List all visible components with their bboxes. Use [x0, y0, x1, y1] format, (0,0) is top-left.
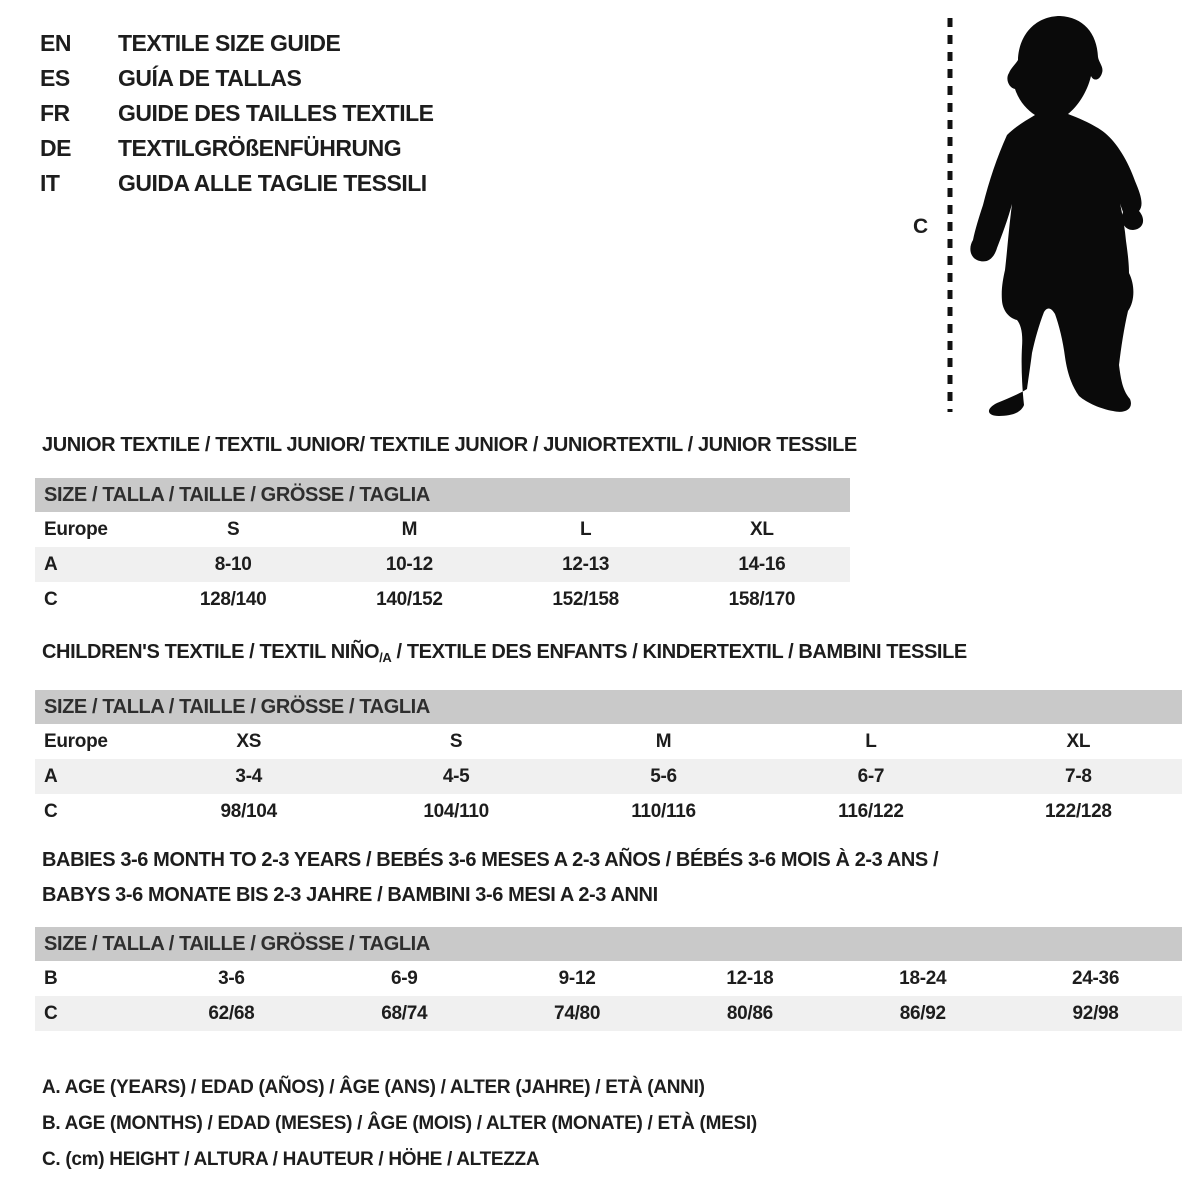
language-code: EN [40, 30, 71, 56]
language-code: DE [40, 135, 71, 161]
table-cell: S [449, 730, 463, 752]
children-title-subscript: /A [379, 650, 392, 665]
row-label: A [44, 765, 58, 787]
babies-size-table [35, 927, 1182, 1031]
babies-section-title-line2: BABYS 3-6 MONATE BIS 2-3 JAHRE / BAMBINI 3-6 MESI A 2-3 ANNI [42, 884, 658, 906]
table-row [35, 582, 850, 617]
language-code: FR [40, 100, 70, 126]
language-row-fr [40, 96, 434, 131]
table-row [35, 794, 1182, 829]
table-row [35, 961, 1182, 996]
language-title: TEXTILGRÖßENFÜHRUNG [118, 135, 402, 161]
legend-line-b: B. AGE (MONTHS) / EDAD (MESES) / ÂGE (MOIS) / ALTER (MONATE) / ETÀ (MESI) [42, 1113, 757, 1134]
table-cell: 116/122 [838, 800, 904, 822]
table-cell: 12-18 [726, 967, 774, 989]
language-title: GUIDA ALLE TAGLIE TESSILI [118, 170, 427, 196]
table-cell: S [226, 518, 240, 540]
table-cell: 10-12 [385, 553, 433, 575]
table-cell: 98/104 [220, 800, 277, 822]
table-cell: M [655, 730, 672, 752]
table-cell: 110/116 [631, 800, 696, 822]
height-measure-label: C [913, 215, 929, 238]
table-row [35, 996, 1182, 1031]
row-label: Europe [44, 518, 108, 540]
row-label: C [44, 800, 58, 822]
junior-section-title: JUNIOR TEXTILE / TEXTIL JUNIOR/ TEXTILE JUNIOR / JUNIORTEXTIL / JUNIOR TESSILE [42, 434, 857, 456]
table-cell: 8-10 [214, 553, 252, 575]
table-row [35, 547, 850, 582]
table-cell: 86/92 [899, 1002, 946, 1024]
language-row-en [40, 26, 434, 61]
language-row-es [40, 61, 434, 96]
table-cell: 74/80 [554, 1002, 601, 1024]
row-label: C [44, 588, 58, 610]
legend-line-a: A. AGE (YEARS) / EDAD (AÑOS) / ÂGE (ANS) / ALTER (JAHRE) / ETÀ (ANNI) [42, 1077, 705, 1098]
language-row-it [40, 166, 434, 201]
junior-size-header: SIZE / TALLA / TAILLE / GRÖSSE / TAGLIA [35, 478, 850, 512]
language-title: GUIDE DES TAILLES TEXTILE [118, 100, 434, 126]
babies-section-title-line1: BABIES 3-6 MONTH TO 2-3 YEARS / BEBÉS 3-6 MESES A 2-3 AÑOS / BÉBÉS 3-6 MOIS À 2-3 ANS / [42, 849, 939, 871]
table-cell: 3-6 [218, 967, 245, 989]
children-size-table [35, 690, 1182, 829]
row-label: B [44, 967, 58, 989]
table-cell: 12-13 [562, 553, 610, 575]
baby-silhouette [970, 16, 1143, 416]
table-row [35, 759, 1182, 794]
language-code: IT [40, 170, 60, 196]
children-title-prefix: CHILDREN'S TEXTILE / TEXTIL NIÑO [42, 641, 380, 663]
table-cell: 6-9 [390, 967, 418, 989]
table-cell: 122/128 [1045, 800, 1112, 822]
table-cell: 3-4 [235, 765, 262, 787]
table-cell: 18-24 [899, 967, 947, 989]
table-cell: 24-36 [1072, 967, 1120, 989]
table-cell: 68/74 [381, 1002, 428, 1024]
language-code: ES [40, 65, 70, 91]
row-label: A [44, 553, 58, 575]
table-cell: XL [1066, 730, 1091, 752]
table-cell: 14-16 [738, 553, 786, 575]
table-cell: M [401, 518, 418, 540]
children-title-suffix: / TEXTILE DES ENFANTS / KINDERTEXTIL / BAMBINI TESSILE [391, 641, 967, 663]
language-title: GUÍA DE TALLAS [118, 65, 302, 91]
legend-line-c: C. (cm) HEIGHT / ALTURA / HAUTEUR / HÖHE / ALTEZZA [42, 1149, 540, 1170]
table-cell: 104/110 [423, 800, 489, 822]
babies-size-header: SIZE / TALLA / TAILLE / GRÖSSE / TAGLIA [35, 927, 1182, 961]
table-cell: 9-12 [558, 967, 596, 989]
children-size-header: SIZE / TALLA / TAILLE / GRÖSSE / TAGLIA [35, 690, 1182, 724]
table-cell: XL [750, 518, 774, 540]
table-row [35, 512, 850, 547]
language-title-list [40, 26, 434, 201]
table-cell: 140/152 [376, 588, 443, 610]
table-cell: 6-7 [857, 765, 885, 787]
language-title: TEXTILE SIZE GUIDE [118, 30, 341, 56]
table-cell: 128/140 [199, 588, 267, 610]
table-cell: XS [236, 730, 262, 752]
table-cell: L [865, 730, 877, 752]
table-cell: 7-8 [1065, 765, 1092, 787]
table-cell: 152/158 [552, 588, 619, 610]
baby-silhouette-figure [938, 10, 1148, 422]
children-section-title [42, 641, 967, 665]
table-row [35, 724, 1182, 759]
legend [42, 1070, 757, 1178]
table-cell: 92/98 [1072, 1002, 1119, 1024]
row-label: C [44, 1002, 58, 1024]
table-cell: 62/68 [208, 1002, 255, 1024]
table-cell: 5-6 [650, 765, 677, 787]
table-cell: 158/170 [728, 588, 796, 610]
row-label: Europe [44, 730, 108, 752]
table-cell: L [579, 518, 592, 540]
language-row-de [40, 131, 434, 166]
table-cell: 4-5 [442, 765, 470, 787]
table-cell: 80/86 [726, 1002, 773, 1024]
junior-size-table [35, 478, 850, 617]
